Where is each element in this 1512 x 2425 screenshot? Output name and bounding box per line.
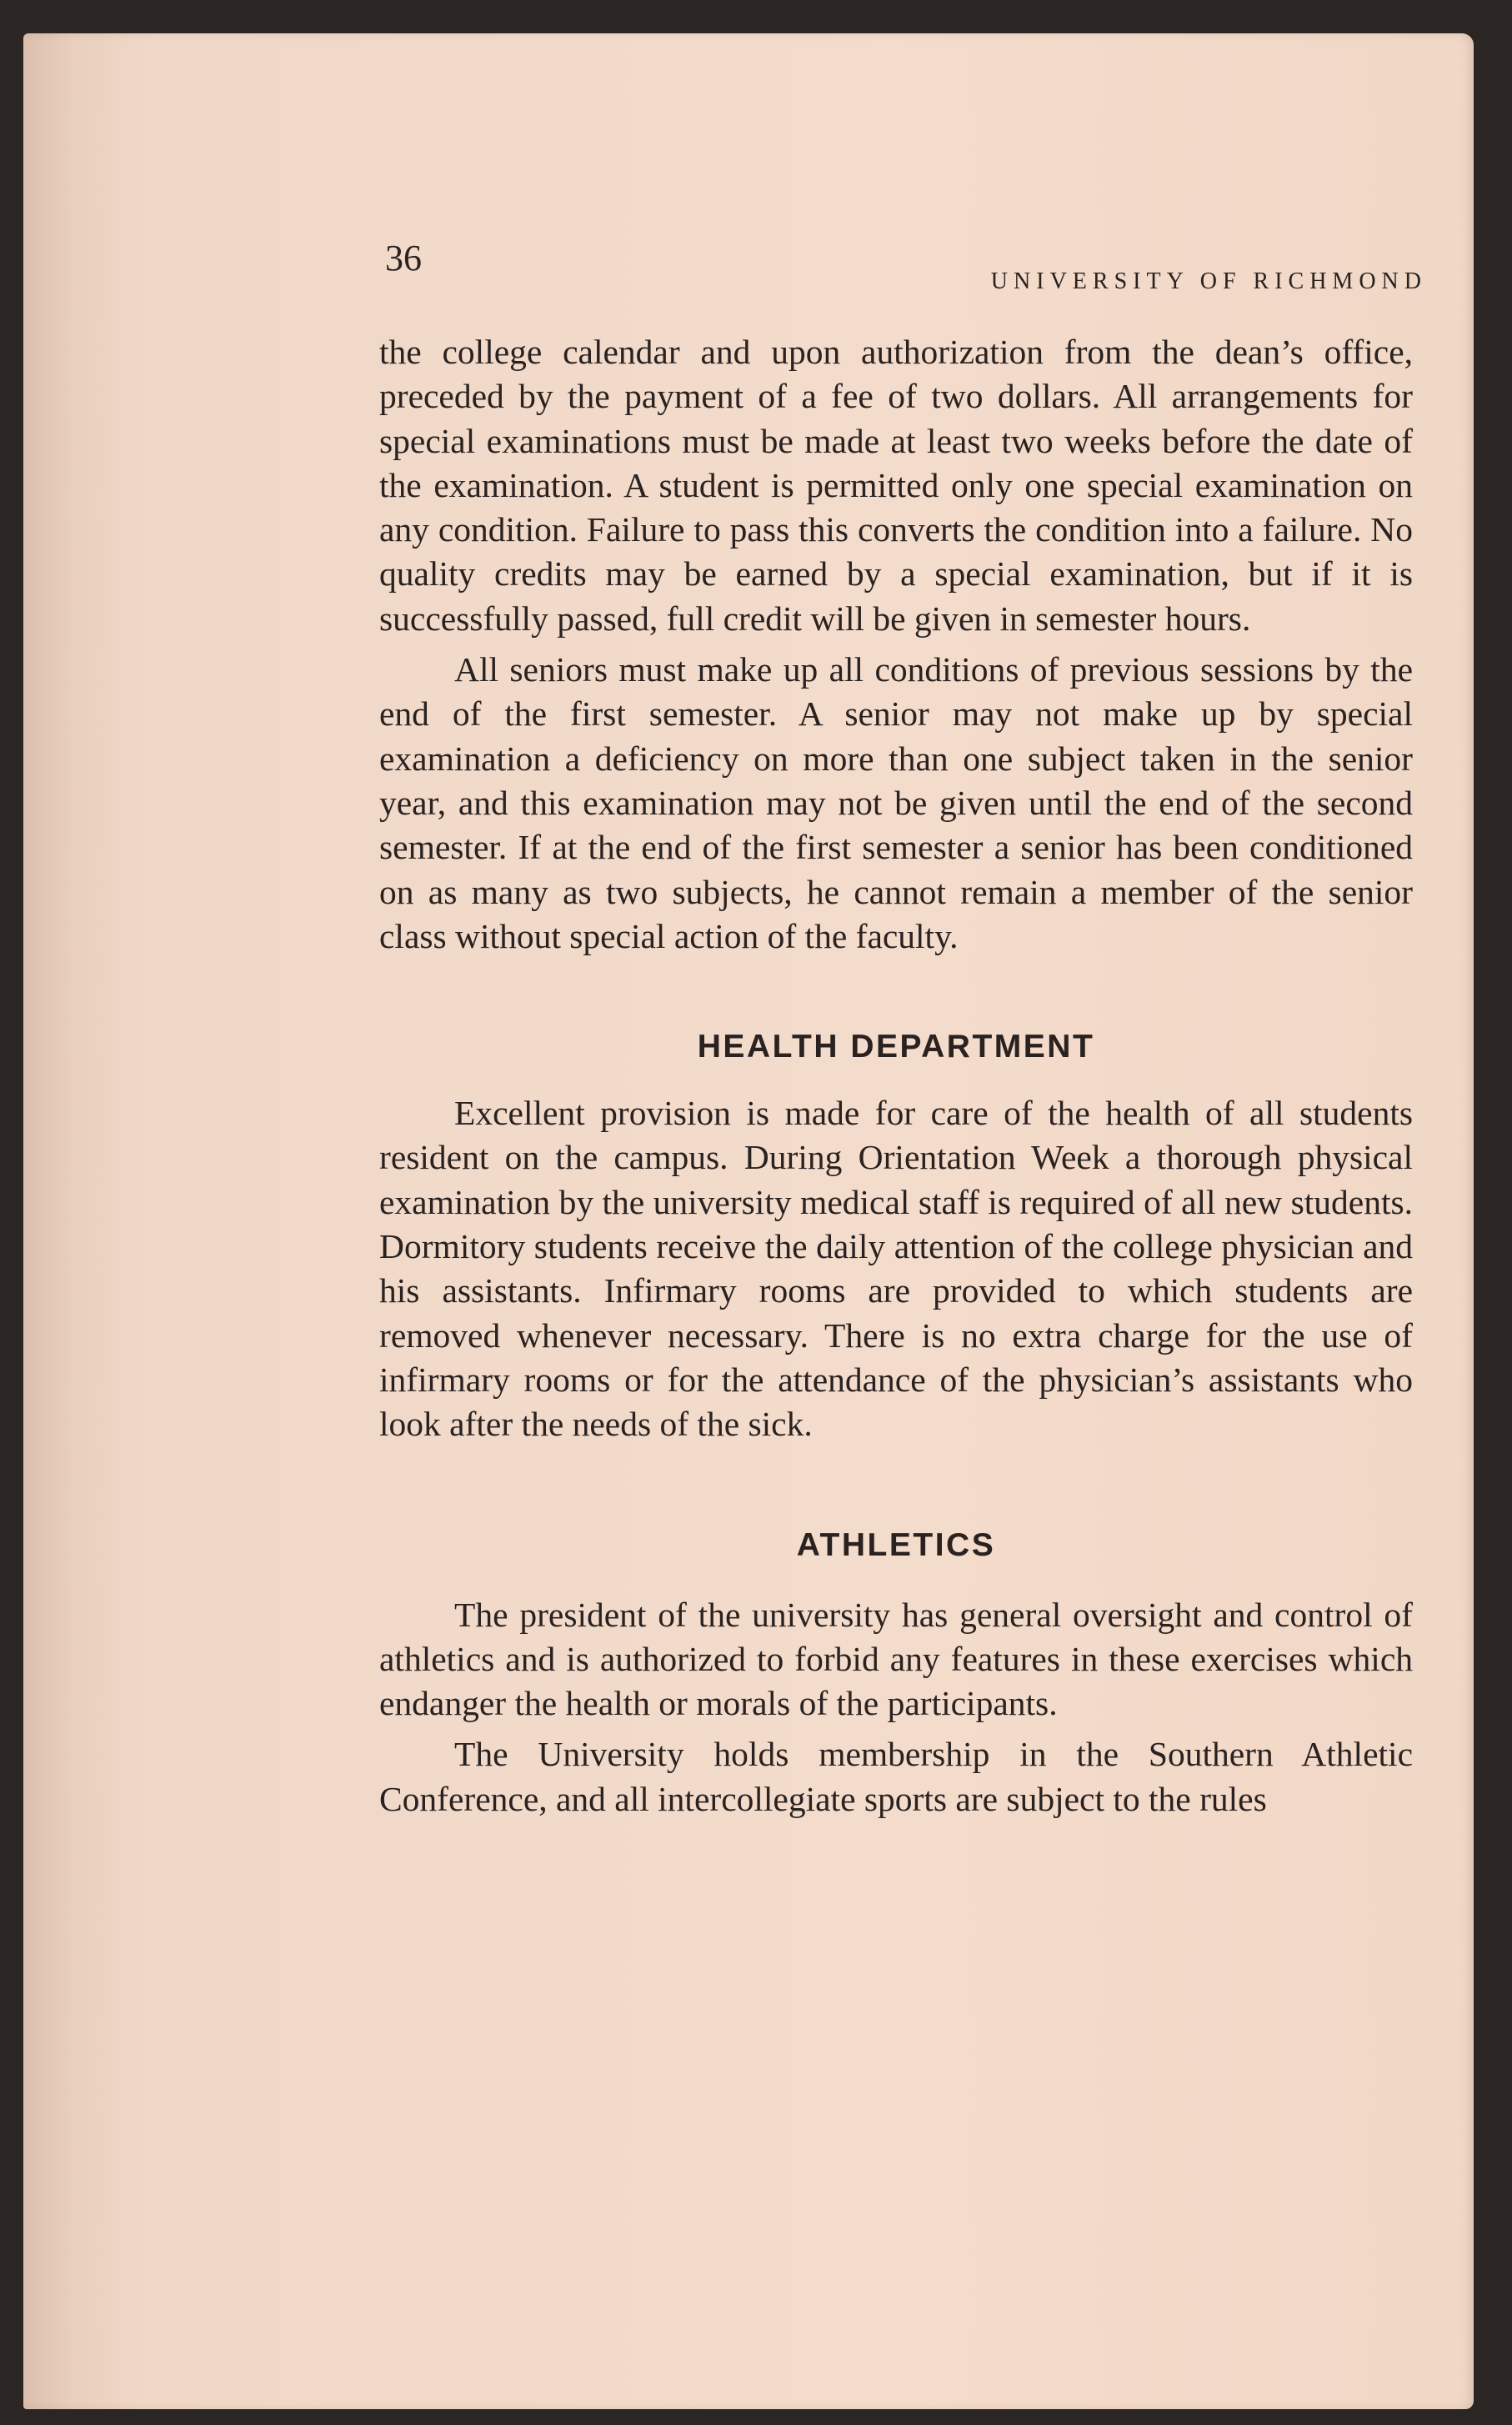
body-text xyxy=(379,330,1413,1821)
page-number: 36 xyxy=(385,238,422,278)
heading-athletics: ATHLETICS xyxy=(796,1526,996,1563)
paragraph-seniors-conditions: All seniors must make up all conditions of previous sessions by the end of the first semester. A senior may not make up by special examination a deficiency on more than one subject taken in the senior year, and this examination may not be given until the end of the second semester. If at the end of the first semester a senior has been conditioned on as many as two subjects, he cannot remain a member of the senior class without special action of the faculty. xyxy=(379,650,1413,955)
paragraph-athletic-conference: The University holds membership in the Southern Athletic Conference, and all intercollegiate sports are subject to the rules xyxy=(379,1735,1413,1818)
page-header xyxy=(385,240,1427,307)
heading-health-department: HEALTH DEPARTMENT xyxy=(697,1029,1095,1065)
paragraph-health-provision: Excellent provision is made for care of the health of all students resident on the campus. During Orientation Week a thorough physical examination by the university medical staff is required of all new students. Dormitory students receive the daily attention of the college physician and his assistants. Infirmary rooms are provided to which students are removed whenever necessary. There is no extra charge for the use of infirmary rooms or for the attendance of the physician’s assistants who look after the needs of the sick. xyxy=(379,1094,1413,1444)
running-head: UNIVERSITY OF RICHMOND xyxy=(990,268,1427,294)
paragraph-special-examinations: the college calendar and upon authorization from the dean’s office, preceded by the payment of a fee of two dollars. All arrangements for special examinations must be made at least two weeks before the date of the examination. A student is permitted only one special examination on any condition. Failure to pass this converts the condition into a failure. No quality credits may be earned by a special examination, but if it is successfully passed, full credit will be given in semester hours. xyxy=(379,333,1413,638)
paragraph-athletics-oversight: The president of the university has general oversight and control of athletics and is authorized to forbid any features in these exercises which endanger the health or morals of the participants. xyxy=(379,1595,1413,1723)
